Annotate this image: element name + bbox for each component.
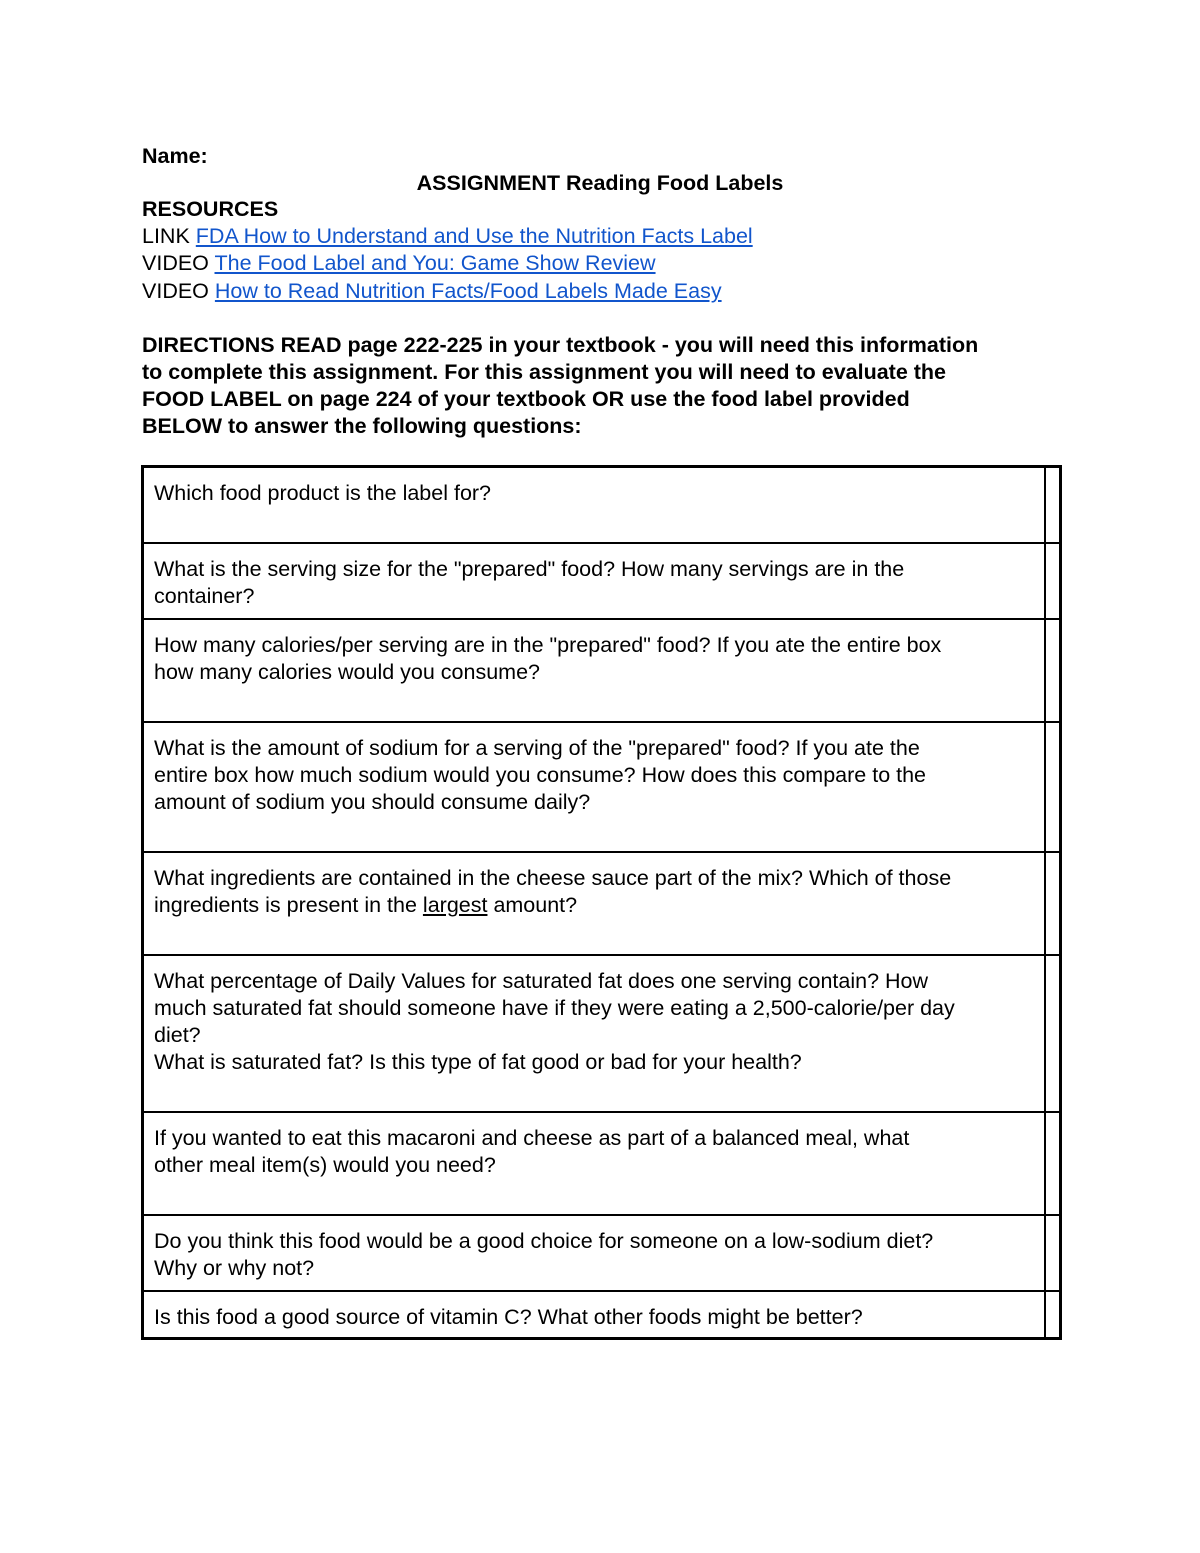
answer-cell[interactable]: [1045, 1291, 1061, 1339]
question-text: how many calories would you consume?: [154, 659, 541, 684]
table-row: [143, 1112, 1061, 1215]
question-text: What percentage of Daily Values for saturated fat does one serving contain? How: [154, 968, 929, 993]
name-label: Name:: [142, 144, 208, 168]
largest-emphasis: largest: [422, 892, 488, 917]
question-cell: [143, 1215, 1045, 1291]
directions-line: to complete this assignment. For this assignment you will need to evaluate the: [142, 360, 947, 384]
question-cell: [143, 852, 1045, 955]
table-row: [143, 619, 1061, 722]
question-text: Is this food a good source of vitamin C? What other foods might be better?: [154, 1304, 863, 1329]
table-row: [143, 543, 1061, 619]
directions-line: BELOW to answer the following questions:: [142, 414, 582, 438]
assignment-title: [0, 170, 1200, 197]
answer-cell[interactable]: [1045, 1215, 1061, 1291]
resource-item-game-show: [142, 250, 656, 277]
answer-cell[interactable]: [1045, 543, 1061, 619]
resources-heading: RESOURCES: [142, 197, 279, 221]
directions-line: DIRECTIONS READ page 222-225 in your textbook - you will need this information: [142, 333, 979, 357]
question-text: How many calories/per serving are in the "prepared" food? If you ate the entire box: [154, 632, 942, 657]
question-text: diet?: [154, 1022, 201, 1047]
answer-cell[interactable]: [1045, 852, 1061, 955]
question-text: Which food product is the label for?: [154, 481, 492, 505]
question-text: What is saturated fat? Is this type of fat good or bad for your health?: [154, 1049, 802, 1074]
answer-cell[interactable]: [1045, 619, 1061, 722]
question-text: amount of sodium you should consume daily?: [154, 789, 591, 814]
question-cell: [143, 467, 1045, 543]
answer-cell[interactable]: [1045, 467, 1061, 543]
answer-cell[interactable]: [1045, 722, 1061, 852]
question-text: much saturated fat should someone have if they were eating a 2,500-calorie/per day: [154, 995, 955, 1020]
game-show-review-video-link[interactable]: The Food Label and You: Game Show Review: [214, 251, 656, 275]
resource-prefix: VIDEO: [142, 251, 209, 275]
question-cell: [143, 1291, 1045, 1339]
question-text: entire box how much sodium would you consume? How does this compare to the: [154, 762, 927, 787]
resource-item-read-labels: [142, 278, 722, 305]
table-row: [143, 722, 1061, 852]
question-cell: [143, 543, 1045, 619]
resource-item-fda: [142, 223, 753, 250]
questions-table: [141, 465, 1062, 1340]
question-text: What is the serving size for the "prepared" food? How many servings are in the: [154, 556, 905, 581]
directions-paragraph: [142, 332, 1072, 440]
table-row: [143, 955, 1061, 1112]
question-text: container?: [154, 583, 255, 608]
table-row: [143, 852, 1061, 955]
table-row: [143, 467, 1061, 543]
question-text: [154, 892, 1035, 919]
question-text-part: ingredients is present in the: [154, 892, 423, 917]
question-text: If you wanted to eat this macaroni and cheese as part of a balanced meal, what: [154, 1125, 910, 1150]
table-row: [143, 1291, 1061, 1339]
question-text: other meal item(s) would you need?: [154, 1152, 496, 1177]
resource-prefix: VIDEO: [142, 279, 209, 303]
assignment-title-text: ASSIGNMENT Reading Food Labels: [416, 171, 784, 195]
question-cell: [143, 955, 1045, 1112]
fda-nutrition-label-link[interactable]: FDA How to Understand and Use the Nutrition Facts Label: [195, 224, 753, 248]
question-cell: [143, 722, 1045, 852]
table-row: [143, 1215, 1061, 1291]
question-text: What is the amount of sodium for a serving of the "prepared" food? If you ate the: [154, 735, 920, 760]
question-text: Do you think this food would be a good choice for someone on a low-sodium diet?: [154, 1228, 934, 1253]
question-cell: [143, 1112, 1045, 1215]
resource-prefix: LINK: [142, 224, 190, 248]
answer-cell[interactable]: [1045, 1112, 1061, 1215]
directions-line: FOOD LABEL on page 224 of your textbook OR use the food label provided: [142, 387, 910, 411]
question-text: What ingredients are contained in the cheese sauce part of the mix? Which of those: [154, 865, 952, 890]
answer-cell[interactable]: [1045, 955, 1061, 1112]
question-text: Why or why not?: [154, 1255, 315, 1280]
read-nutrition-facts-video-link[interactable]: How to Read Nutrition Facts/Food Labels Made Easy: [214, 279, 722, 303]
question-cell: [143, 619, 1045, 722]
question-text-part: amount?: [487, 892, 578, 917]
